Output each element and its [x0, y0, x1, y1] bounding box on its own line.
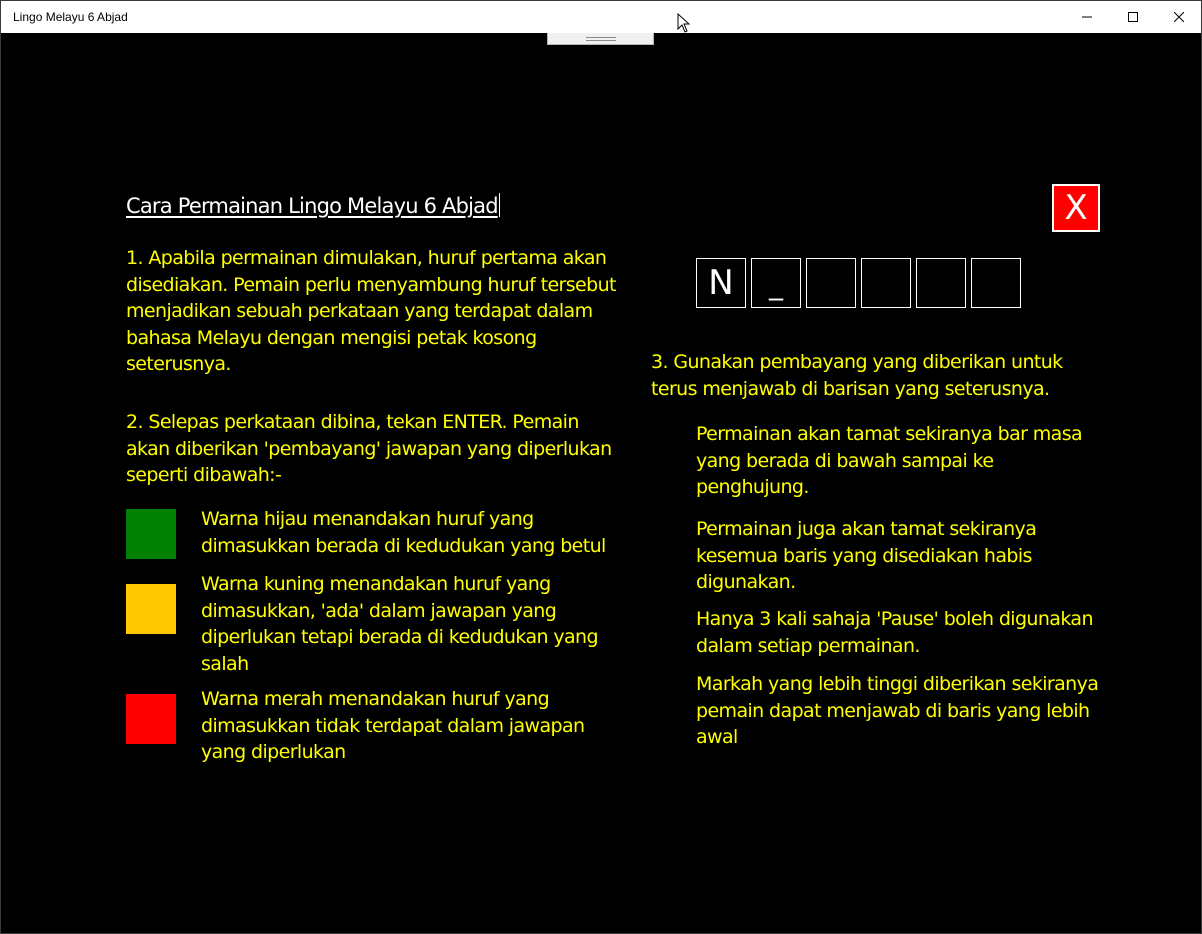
- legend-green-text: Warna hijau menandakan huruf yang dimasukkan berada di kedudukan yang betul: [201, 508, 606, 557]
- rule-rows-used: Permainan juga akan tamat sekiranya kesemua baris yang disediakan habis digunakan.: [696, 518, 1037, 593]
- rule-time-bar: Permainan akan tamat sekiranya bar masa yang berada di bawah sampai ke penghujung.: [696, 423, 1083, 498]
- close-window-button[interactable]: [1156, 1, 1202, 33]
- step-2-text: 2. Selepas perkataan dibina, tekan ENTER. Pemain akan diberikan 'pembayang' jawapan yang diperlukan seperti dibawah:-: [126, 411, 612, 486]
- maximize-button[interactable]: [1110, 1, 1156, 33]
- step-3-text: 3. Gunakan pembayang yang diberikan untuk terus menjawab di barisan yang seterusnya.: [651, 351, 1063, 400]
- letter-tile: [916, 258, 966, 308]
- maximize-icon: [1128, 12, 1138, 22]
- minimize-icon: [1082, 12, 1092, 22]
- text-caret: [499, 193, 500, 217]
- letter-tile: N: [696, 258, 746, 308]
- close-instructions-button[interactable]: X: [1052, 184, 1100, 232]
- letter-tile: [971, 258, 1021, 308]
- letter-tile: [806, 258, 856, 308]
- rule-pause-limit: Hanya 3 kali sahaja 'Pause' boleh digunakan dalam setiap permainan.: [696, 608, 1093, 657]
- green-swatch: [126, 509, 176, 559]
- letter-tile: _: [751, 258, 801, 308]
- mouse-pointer-icon: [677, 13, 691, 33]
- letter-tile: [861, 258, 911, 308]
- close-icon: [1174, 12, 1184, 22]
- grip-line: [586, 37, 616, 38]
- instructions-heading: [126, 193, 500, 218]
- minimize-button[interactable]: [1064, 1, 1110, 33]
- window-title: Lingo Melayu 6 Abjad: [13, 10, 128, 24]
- yellow-swatch: [126, 584, 176, 634]
- heading-text: Cara Permainan Lingo Melayu 6 Abjad: [126, 194, 498, 218]
- legend-red-text: Warna merah menandakan huruf yang dimasukkan tidak terdapat dalam jawapan yang diperlukan: [201, 688, 585, 763]
- title-bar[interactable]: [1, 1, 1201, 33]
- legend-yellow-text: Warna kuning menandakan huruf yang dimasukkan, 'ada' dalam jawapan yang diperlukan tetapi berada di kedudukan yang salah: [201, 573, 598, 675]
- red-swatch: [126, 694, 176, 744]
- grip-line: [586, 40, 616, 41]
- drag-handle[interactable]: [547, 33, 654, 45]
- rule-scoring: Markah yang lebih tinggi diberikan sekiranya pemain dapat menjawab di baris yang lebih awal: [696, 673, 1099, 748]
- step-1-text: 1. Apabila permainan dimulakan, huruf pertama akan disediakan. Pemain perlu menyambung huruf tersebut menjadikan sebuah perkataan yang terdapat dalam bahasa Melayu dengan mengisi petak kosong seterusnya.: [126, 247, 616, 375]
- example-word-tiles: [696, 258, 1021, 308]
